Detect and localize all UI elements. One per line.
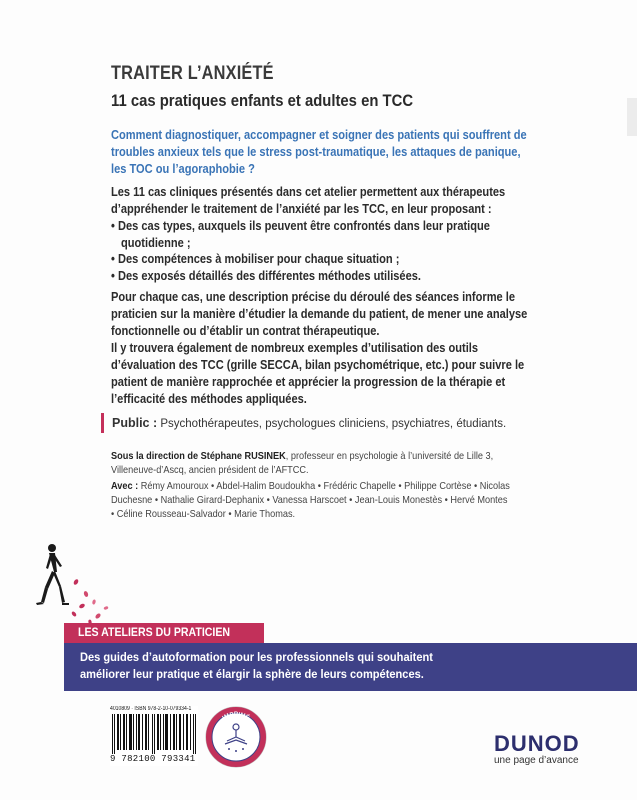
- public-label: Public :: [112, 416, 158, 430]
- collection-line: améliorer leur pratique et élargir la sphère de leurs compétences.: [80, 667, 424, 681]
- paragraph-line: patient de manière rapprochée et apprécier la progression de la thérapie et: [111, 375, 506, 389]
- contributors-line: Rémy Amouroux • Abdel-Halim Boudoukha • Frédéric Chapelle • Philippe Cortèse • Nicolas: [138, 481, 510, 492]
- public-text: Psychothérapeutes, psychologues cliniciens, psychiatres, étudiants.: [157, 418, 507, 430]
- barcode-bars: [112, 714, 196, 754]
- book-title: TRAITER L’ANXIÉTÉ: [111, 63, 274, 84]
- printed-in-france-seal: [205, 706, 267, 768]
- collection-line: Des guides d’autoformation pour les professionnels qui souhaitent: [80, 650, 433, 664]
- editor-credit: [111, 450, 536, 478]
- paragraph-line: fonctionnelle ou d’établir un contrat thérapeutique.: [111, 324, 380, 338]
- contributors-label: Avec :: [111, 481, 139, 492]
- collection-label: LES ATELIERS DU PRATICIEN: [64, 623, 264, 643]
- lead-line: troubles anxieux tels que le stress post-traumatique, les attaques de panique,: [111, 145, 521, 159]
- paragraph-tools: [111, 340, 571, 408]
- paragraph-line: l’efficacité des méthodes appliquées.: [111, 392, 307, 406]
- publisher-name: DUNOD: [494, 731, 580, 756]
- book-subtitle: 11 cas pratiques enfants et adultes en TCC: [111, 92, 414, 110]
- contributors-line: • Céline Rousseau-Salvador • Marie Thomas.: [111, 509, 296, 520]
- edge-tab: [627, 98, 637, 136]
- paragraph-line: d’évaluation des TCC (grille SECCA, bilan psychométrique, etc.) pour suivre le: [111, 358, 525, 372]
- contributors: [111, 480, 554, 522]
- paragraph-sessions: [111, 289, 571, 340]
- seal-bottom-text: EN FRANCE: [218, 750, 254, 763]
- bullet-item: • Des exposés détaillés des différentes méthodes utilisées.: [111, 269, 422, 283]
- public-audience: [101, 413, 506, 433]
- paragraph-line: Pour chaque cas, une description précise du déroulé des séances informe le: [111, 290, 516, 304]
- contributors-line: Duchesne • Nathalie Girard-Dephanix • Vanessa Harscoet • Jean-Louis Monestès • Hervé Montes: [111, 495, 508, 506]
- editor-name: Sous la direction de Stéphane RUSINEK: [111, 451, 286, 462]
- seal-top-text: IMPRIMÉ: [221, 712, 251, 722]
- lead-line: Comment diagnostiquer, accompagner et soigner des patients qui souffrent de: [111, 128, 527, 142]
- barcode-number: 9 782100 793341: [110, 754, 196, 764]
- bullet-item: • Des compétences à mobiliser pour chaque situation ;: [111, 252, 400, 266]
- paragraph-line: Il y trouvera également de nombreux exemples d’utilisation des outils: [111, 341, 479, 355]
- paragraph-line: praticien sur la manière d’étudier la demande du patient, de mener une analyse: [111, 307, 528, 321]
- intro-paragraph: [111, 184, 571, 218]
- intro-line: Les 11 cas cliniques présentés dans cet atelier permettent aux thérapeutes: [111, 185, 506, 199]
- lead-question: [111, 127, 571, 178]
- bullet-item-continued: quotidienne ;: [121, 236, 191, 250]
- bullet-item: • Des cas types, auxquels ils peuvent être confrontés dans leur pratique: [111, 219, 490, 233]
- lead-line: les TOC ou l’agoraphobie ?: [111, 162, 255, 176]
- publisher-tagline: une page d’avance: [494, 755, 579, 766]
- intro-line: d’appréhender le traitement de l’anxiété par les TCC, en leur proposant :: [111, 202, 492, 216]
- editor-role-continued: Villeneuve-d’Ascq, ancien président de l’AFTCC.: [111, 465, 309, 476]
- editor-role: , professeur en psychologie à l’université de Lille 3,: [285, 451, 494, 462]
- collection-description: [64, 643, 637, 691]
- isbn-barcode: [110, 706, 198, 766]
- isbn-text: 4010809 · ISBN 978-2-10-079334-1: [110, 706, 192, 712]
- walking-figure-illustration: [36, 542, 126, 632]
- publisher-logo: [494, 733, 584, 766]
